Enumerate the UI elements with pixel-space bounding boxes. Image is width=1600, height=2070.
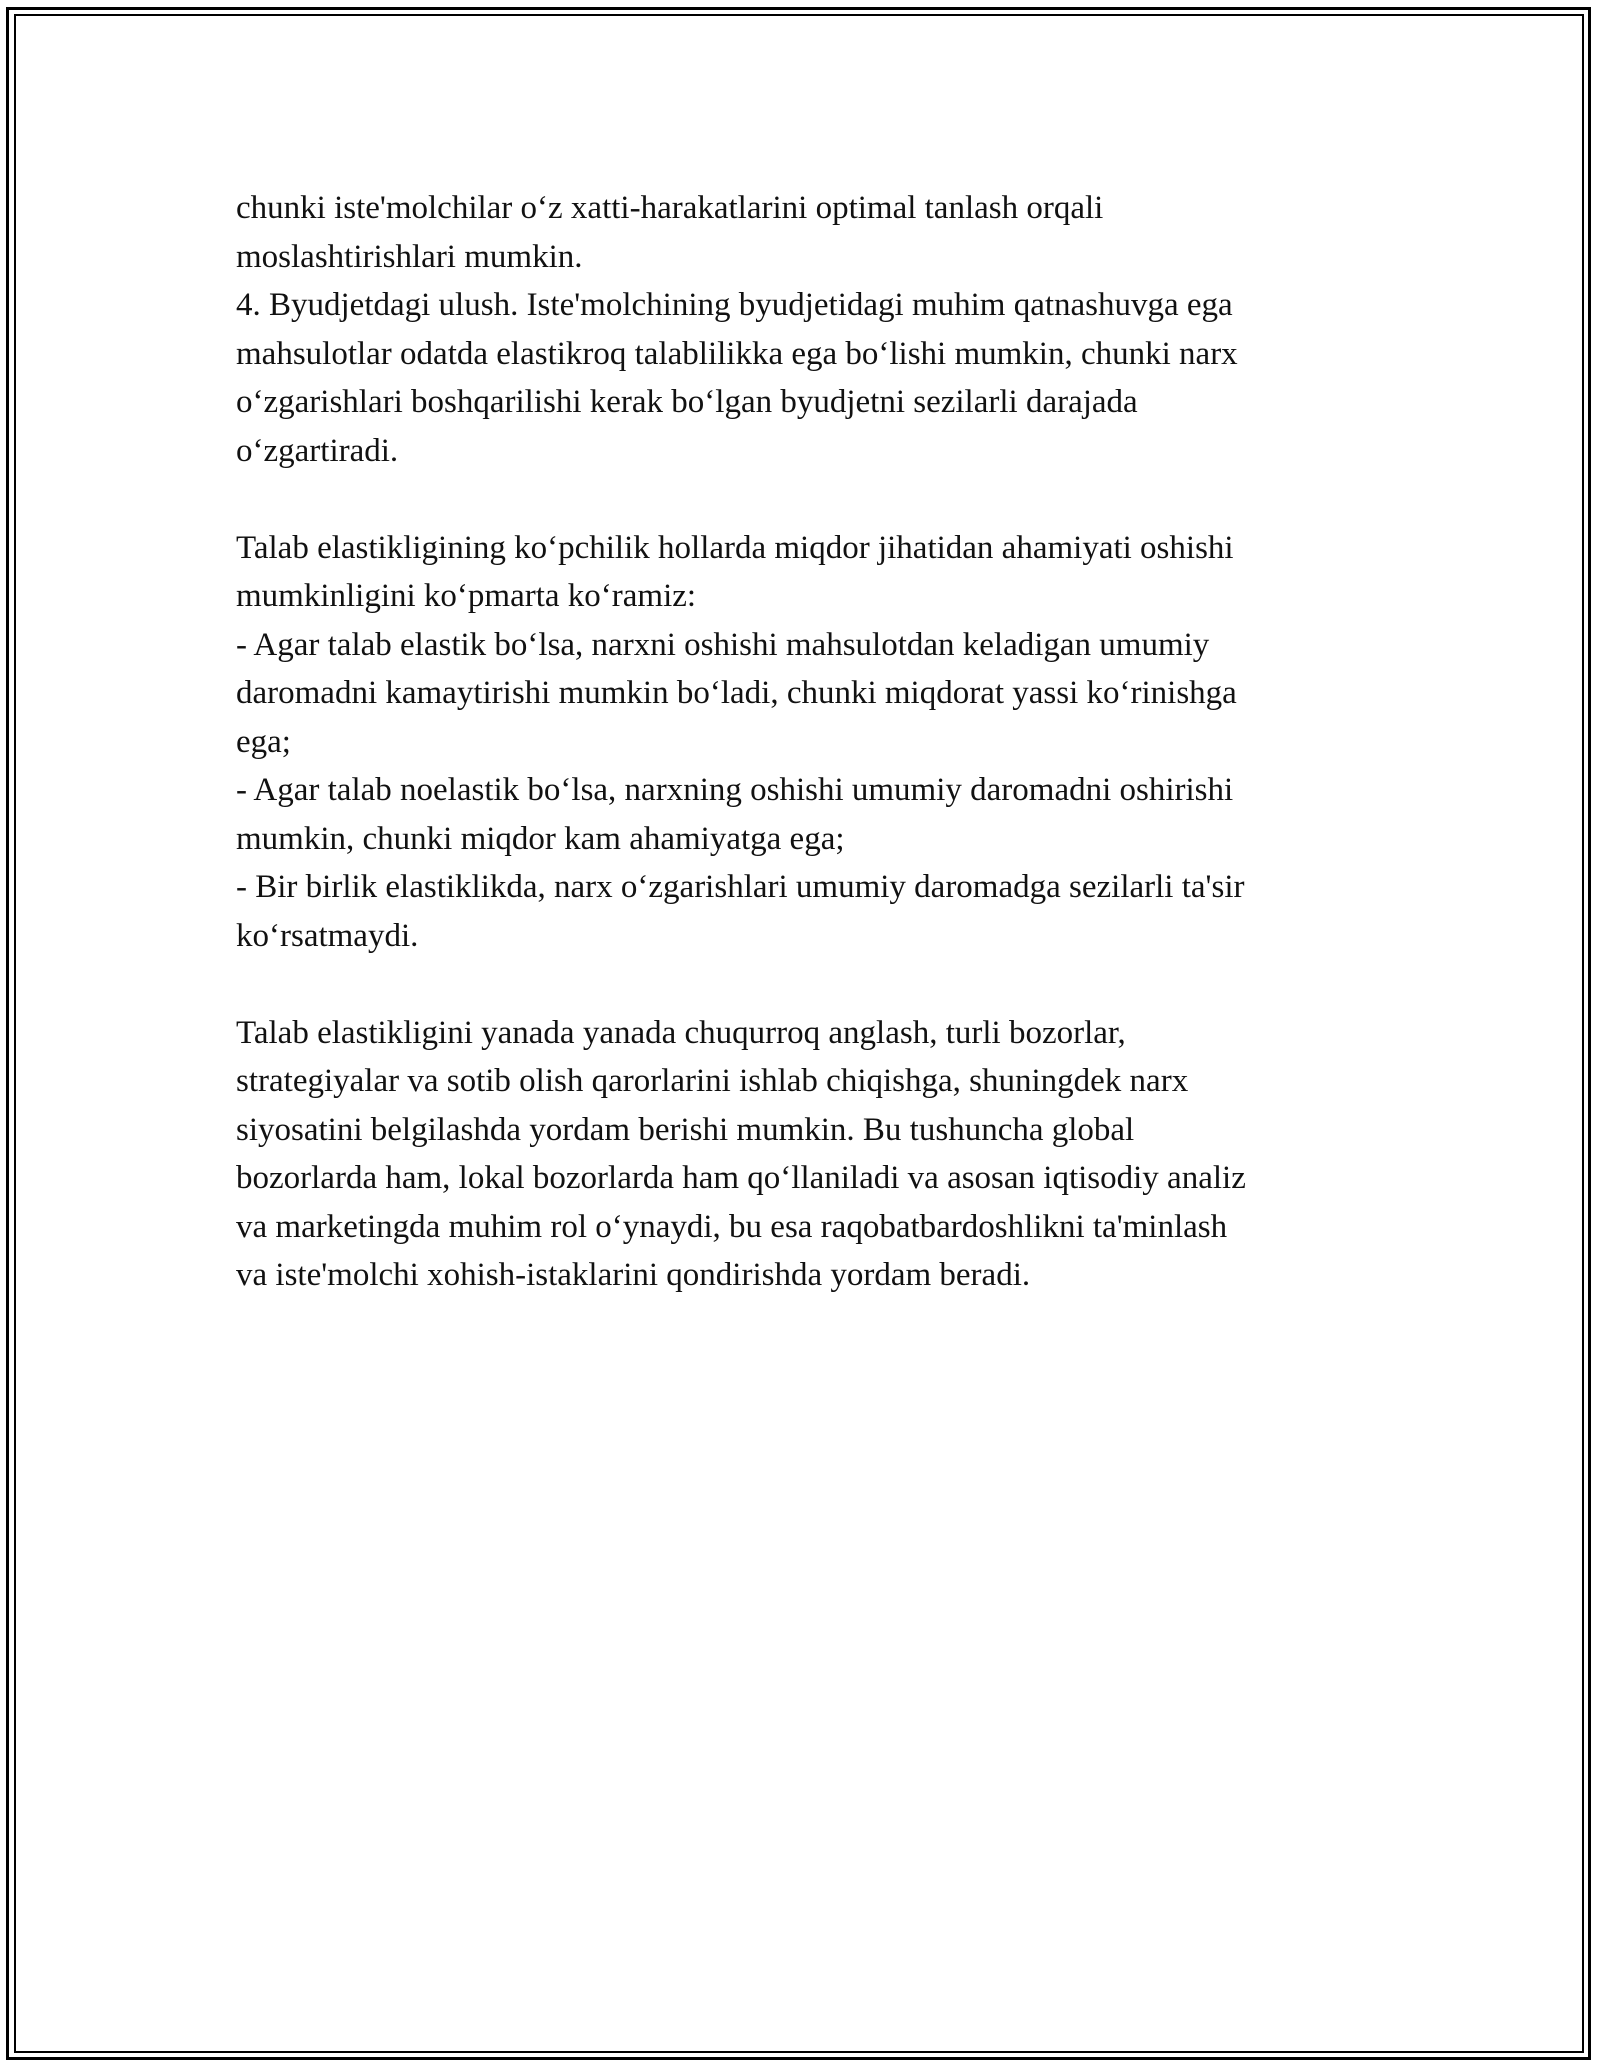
text-line: siyosatini belgilashda yordam berishi mumkin. Bu tushuncha global xyxy=(236,1111,1135,1148)
text-line: 4. Byudjetdagi ulush. Iste'molchining byudjetidagi muhim qatnashuvga ega xyxy=(236,287,1233,323)
text-line: - Agar talab noelastik bo‘lsa, narxning oshishi umumiy daromadni oshirishi xyxy=(236,772,1234,808)
text-line: - Bir birlik elastiklikda, narx o‘zgarishlari umumiy daromadga sezilarli ta'sir xyxy=(236,869,1245,905)
text-line: chunki iste'molchilar o‘z xatti-harakatlarini optimal tanlash orqali xyxy=(236,190,1104,226)
text-line: va iste'molchi xohish-istaklarini qondirishda yordam beradi. xyxy=(236,1257,1031,1293)
paragraph-gap xyxy=(236,960,1366,1009)
text-line: va marketingda muhim rol o‘ynaydi, bu esa raqobatbardoshlikni ta'minlash xyxy=(236,1208,1228,1245)
text-line: ko‘rsatmaydi. xyxy=(236,917,419,954)
document-body xyxy=(236,184,1366,1300)
text-line: moslashtirishlari mumkin. xyxy=(236,238,583,275)
text-line: mumkinligini ko‘pmarta ko‘ramiz: xyxy=(236,578,697,614)
text-line: bozorlarda ham, lokal bozorlarda ham qo‘llaniladi va asosan iqtisodiy analiz xyxy=(236,1160,1246,1196)
text-line: - Agar talab elastik bo‘lsa, narxni oshishi mahsulotdan keladigan umumiy xyxy=(236,626,1210,663)
text-line: Talab elastikligining ko‘pchilik hollarda miqdor jihatidan ahamiyati oshishi xyxy=(236,529,1234,566)
text-line: ega; xyxy=(236,723,291,760)
text-line: Talab elastikligini yanada yanada chuqurroq anglash, turli bozorlar, xyxy=(236,1014,1126,1051)
text-line: daromadni kamaytirishi mumkin bo‘ladi, chunki miqdorat yassi ko‘rinishga xyxy=(236,675,1237,711)
text-line: o‘zgartiradi. xyxy=(236,432,399,469)
text-line: strategiyalar va sotib olish qarorlarini ishlab chiqishga, shuningdek narx xyxy=(236,1063,1189,1099)
text-line: o‘zgarishlari boshqarilishi kerak bo‘lgan byudjetni sezilarli darajada xyxy=(236,384,1138,420)
paragraph-gap xyxy=(236,475,1366,524)
text-line: mumkin, chunki miqdor kam ahamiyatga ega; xyxy=(236,820,845,857)
text-line: mahsulotlar odatda elastikroq talablilikka ega bo‘lishi mumkin, chunki narx xyxy=(236,335,1238,372)
